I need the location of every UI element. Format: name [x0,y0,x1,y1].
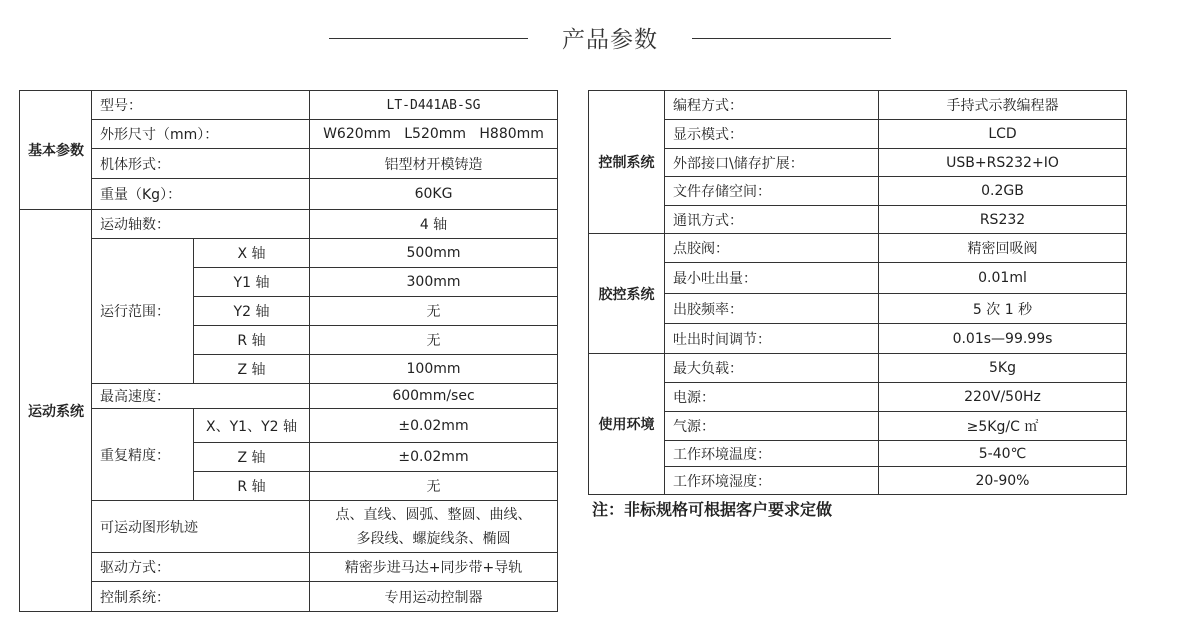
table-row [589,120,1127,149]
table-row [589,177,1127,206]
group-label-env: 使用环境 [589,354,665,495]
table-row [589,234,1127,263]
param-value: LT-D441AB-SG [310,91,558,120]
param-label: 重量（Kg）： [92,179,310,210]
param-value: ±0.02mm [310,443,558,472]
table-row [20,91,558,120]
param-value: ≥5Kg/C ㎡ [879,412,1127,441]
axis-label: Y2 轴 [194,297,310,326]
param-value: 无 [310,326,558,355]
axis-label: R 轴 [194,472,310,501]
param-label: 电源： [665,383,879,412]
axis-label: X、Y1、Y2 轴 [194,409,310,443]
table-row [589,91,1127,120]
param-value: ±0.02mm [310,409,558,443]
table-row [20,553,558,582]
param-label: 工作环境湿度： [665,467,879,495]
param-label: 文件存储空间： [665,177,879,206]
spec-table-right [588,90,1127,495]
table-row [20,409,558,443]
trajectory-line: 点、直线、圆弧、整圆、曲线、 [335,506,532,523]
param-value: 5-40℃ [879,441,1127,467]
table-row [20,501,558,553]
table-row [589,324,1127,354]
param-label: 机体形式： [92,149,310,179]
param-label: 通讯方式： [665,206,879,234]
param-value: 600mm/sec [310,384,558,409]
param-label: 最高速度： [92,384,310,409]
table-row [20,179,558,210]
group-label-motion: 运动系统 [20,210,92,612]
param-label: 点胶阀： [665,234,879,263]
param-value: 5Kg [879,354,1127,383]
param-value: 500mm [310,239,558,268]
table-row [589,149,1127,177]
param-value: 4 轴 [310,210,558,239]
param-label: 出胶频率： [665,294,879,324]
table-row [589,467,1127,495]
table-row [20,120,558,149]
table-row [20,149,558,179]
param-value: 60KG [310,179,558,210]
param-value: RS232 [879,206,1127,234]
param-value: 0.01ml [879,263,1127,294]
table-row [589,412,1127,441]
param-label: 型号： [92,91,310,120]
param-label: 最小吐出量： [665,263,879,294]
param-label: 显示模式： [665,120,879,149]
param-value: 精密回吸阀 [879,234,1127,263]
table-row [589,441,1127,467]
param-label: 运动轴数： [92,210,310,239]
trajectory-line: 多段线、螺旋线条、椭圆 [356,530,511,547]
group-label-glue: 胶控系统 [589,234,665,354]
param-value: W620mm L520mm H880mm [310,120,558,149]
param-label: 驱动方式： [92,553,310,582]
param-value: LCD [879,120,1127,149]
param-value: USB+RS232+IO [879,149,1127,177]
page-title: 产品参数 [562,27,658,53]
spec-table-left [19,90,558,612]
param-value: 300mm [310,268,558,297]
axis-label: R 轴 [194,326,310,355]
table-row [20,582,558,612]
header-divider-right [692,38,891,39]
footnote: 注：非标规格可根据客户要求定做 [592,500,833,519]
axis-label: X 轴 [194,239,310,268]
param-label: 外形尺寸（mm）： [92,120,310,149]
axis-label: Z 轴 [194,355,310,384]
group-label-basic: 基本参数 [20,91,92,210]
param-value: 专用运动控制器 [310,582,558,612]
table-row [589,206,1127,234]
param-value: 无 [310,297,558,326]
table-row [589,383,1127,412]
param-label: 外部接口\储存扩展： [665,149,879,177]
section-header [0,18,1179,58]
table-row [589,294,1127,324]
param-value: 无 [310,472,558,501]
param-value: 手持式示教编程器 [879,91,1127,120]
param-label: 吐出时间调节： [665,324,879,354]
param-label: 控制系统： [92,582,310,612]
param-label: 编程方式： [665,91,879,120]
table-row [20,210,558,239]
param-value-multiline [310,501,558,553]
param-label: 可运动图形轨迹 [92,501,310,553]
param-value: 精密步进马达+同步带+导轨 [310,553,558,582]
param-value: 20-90% [879,467,1127,495]
table-row [20,239,558,268]
param-label: 工作环境温度： [665,441,879,467]
param-value: 100mm [310,355,558,384]
param-label: 运行范围： [92,239,194,384]
group-label-control: 控制系统 [589,91,665,234]
param-value: 铝型材开模铸造 [310,149,558,179]
axis-label: Z 轴 [194,443,310,472]
param-value: 0.01s—99.99s [879,324,1127,354]
table-row [589,354,1127,383]
table-row [20,384,558,409]
param-label: 最大负载： [665,354,879,383]
axis-label: Y1 轴 [194,268,310,297]
table-row [589,263,1127,294]
param-value: 5 次 1 秒 [879,294,1127,324]
param-label: 重复精度： [92,409,194,501]
param-label: 气源： [665,412,879,441]
param-value: 220V/50Hz [879,383,1127,412]
header-divider-left [329,38,528,39]
param-value: 0.2GB [879,177,1127,206]
